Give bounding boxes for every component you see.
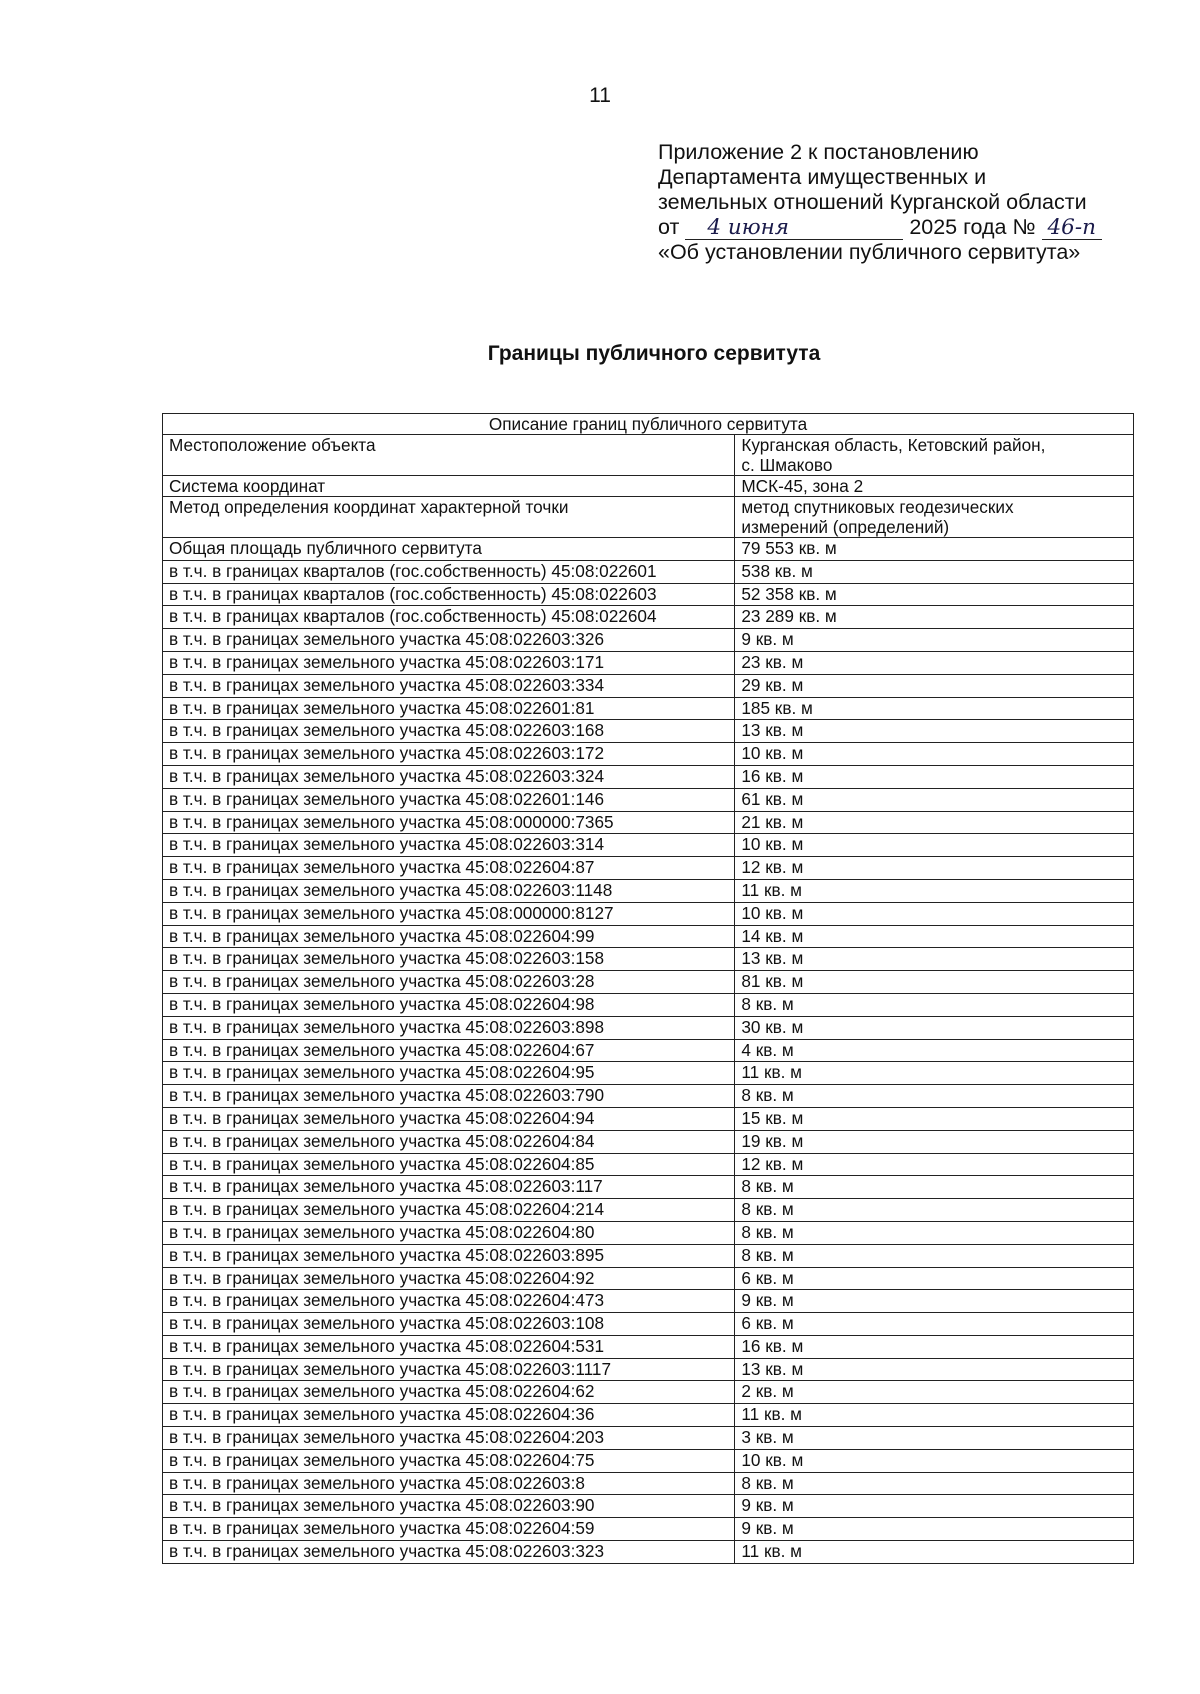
table-row: [163, 765, 1134, 788]
table-header-row: [163, 414, 1134, 435]
appendix-line-2: Департамента имущественных и: [658, 165, 987, 189]
table-row: [163, 902, 1134, 925]
table-row: [163, 697, 1134, 720]
info-value-line: измерений (определений): [741, 517, 950, 537]
row-area: 16 кв. м: [735, 765, 1134, 788]
row-label: в т.ч. в границах земельного участка 45:08:022604:214: [163, 1199, 735, 1222]
table-row: [163, 993, 1134, 1016]
table-row: [163, 1290, 1134, 1313]
table-row: [163, 583, 1134, 606]
row-label: в т.ч. в границах земельного участка 45:08:022603:895: [163, 1244, 735, 1267]
date-prefix: от: [658, 215, 680, 239]
table-row: [163, 629, 1134, 652]
table-row: [163, 1518, 1134, 1541]
row-label: в т.ч. в границах кварталов (гос.собственность) 45:08:022601: [163, 560, 735, 583]
row-label: в т.ч. в границах земельного участка 45:08:022603:334: [163, 674, 735, 697]
table-header: Описание границ публичного сервитута: [163, 414, 1134, 435]
info-value: [735, 435, 1134, 476]
info-value: МСК-45, зона 2: [735, 476, 1134, 497]
row-area: 2 кв. м: [735, 1381, 1134, 1404]
row-label: в т.ч. в границах земельного участка 45:08:022604:62: [163, 1381, 735, 1404]
info-label: Система координат: [163, 476, 735, 497]
row-area: 29 кв. м: [735, 674, 1134, 697]
row-label: в т.ч. в границах земельного участка 45:08:022603:108: [163, 1313, 735, 1336]
table-row: [163, 925, 1134, 948]
table-row: [163, 1358, 1134, 1381]
row-area: 81 кв. м: [735, 971, 1134, 994]
document-title: Границы публичного сервитута: [487, 342, 821, 365]
table-row: [163, 879, 1134, 902]
row-label: в т.ч. в границах земельного участка 45:08:000000:7365: [163, 811, 735, 834]
appendix-line-1: Приложение 2 к постановлению: [658, 140, 979, 164]
table-row: [163, 834, 1134, 857]
info-value-line: метод спутниковых геодезических: [741, 497, 1014, 517]
row-label: в т.ч. в границах земельного участка 45:08:022603:323: [163, 1541, 735, 1564]
info-row: [163, 435, 1134, 476]
row-label: в т.ч. в границах земельного участка 45:08:022604:80: [163, 1221, 735, 1244]
row-area: 15 кв. м: [735, 1107, 1134, 1130]
row-area: 13 кв. м: [735, 948, 1134, 971]
table-row: [163, 674, 1134, 697]
row-area: 52 358 кв. м: [735, 583, 1134, 606]
row-area: 12 кв. м: [735, 1153, 1134, 1176]
appendix-line-3: земельных отношений Курганской области: [658, 190, 1087, 214]
row-label: в т.ч. в границах земельного участка 45:08:022603:898: [163, 1016, 735, 1039]
total-label: Общая площадь публичного сервитута: [163, 538, 735, 561]
row-label: в т.ч. в границах земельного участка 45:08:022604:531: [163, 1335, 735, 1358]
row-area: 10 кв. м: [735, 743, 1134, 766]
row-area: 185 кв. м: [735, 697, 1134, 720]
info-value-line: Курганская область, Кетовский район,: [741, 435, 1046, 455]
row-label: в т.ч. в границах земельного участка 45:08:022604:98: [163, 993, 735, 1016]
table-row: [163, 1404, 1134, 1427]
table-row: [163, 1427, 1134, 1450]
row-area: 12 кв. м: [735, 857, 1134, 880]
row-area: 8 кв. м: [735, 1472, 1134, 1495]
row-area: 10 кв. м: [735, 902, 1134, 925]
row-area: 8 кв. м: [735, 1085, 1134, 1108]
table-row: [163, 1313, 1134, 1336]
row-area: 4 кв. м: [735, 1039, 1134, 1062]
row-label: в т.ч. в границах земельного участка 45:08:022604:95: [163, 1062, 735, 1085]
table-row: [163, 948, 1134, 971]
row-area: 11 кв. м: [735, 1062, 1134, 1085]
table-row: [163, 1244, 1134, 1267]
row-area: 8 кв. м: [735, 1244, 1134, 1267]
row-label: в т.ч. в границах земельного участка 45:08:022604:203: [163, 1427, 735, 1450]
row-label: в т.ч. в границах земельного участка 45:08:022604:59: [163, 1518, 735, 1541]
row-label: в т.ч. в границах земельного участка 45:08:022603:1148: [163, 879, 735, 902]
table-row: [163, 811, 1134, 834]
table-row: [163, 1381, 1134, 1404]
table-row: [163, 1107, 1134, 1130]
table-row: [163, 1039, 1134, 1062]
appendix-line-5: «Об установлении публичного сервитута»: [658, 240, 1081, 264]
page-number: 11: [589, 84, 611, 107]
row-area: 30 кв. м: [735, 1016, 1134, 1039]
row-area: 16 кв. м: [735, 1335, 1134, 1358]
row-label: в т.ч. в границах земельного участка 45:08:022603:28: [163, 971, 735, 994]
table-row: [163, 971, 1134, 994]
row-area: 8 кв. м: [735, 993, 1134, 1016]
appendix-date-line: [658, 215, 1102, 240]
table-row: [163, 1085, 1134, 1108]
total-value: 79 553 кв. м: [735, 538, 1134, 561]
row-label: в т.ч. в границах земельного участка 45:08:022603:172: [163, 743, 735, 766]
table-row: [163, 1153, 1134, 1176]
row-area: 3 кв. м: [735, 1427, 1134, 1450]
row-area: 8 кв. м: [735, 1176, 1134, 1199]
table-row: [163, 1267, 1134, 1290]
row-label: в т.ч. в границах земельного участка 45:08:022603:90: [163, 1495, 735, 1518]
table-row: [163, 651, 1134, 674]
row-label: в т.ч. в границах земельного участка 45:08:022604:99: [163, 925, 735, 948]
info-label: Метод определения координат характерной точки: [163, 497, 735, 538]
row-area: 10 кв. м: [735, 1449, 1134, 1472]
row-label: в т.ч. в границах земельного участка 45:08:022601:146: [163, 788, 735, 811]
total-row: [163, 538, 1134, 561]
appendix-block: [658, 140, 1102, 265]
row-label: в т.ч. в границах земельного участка 45:08:022604:87: [163, 857, 735, 880]
row-label: в т.ч. в границах земельного участка 45:08:022603:1117: [163, 1358, 735, 1381]
row-area: 61 кв. м: [735, 788, 1134, 811]
row-label: в т.ч. в границах земельного участка 45:08:022604:473: [163, 1290, 735, 1313]
table-row: [163, 1335, 1134, 1358]
table-row: [163, 1199, 1134, 1222]
row-area: 21 кв. м: [735, 811, 1134, 834]
row-label: в т.ч. в границах земельного участка 45:08:022603:324: [163, 765, 735, 788]
table-row: [163, 1472, 1134, 1495]
info-value: [735, 497, 1134, 538]
handwritten-date: 4 июня: [685, 217, 903, 240]
row-area: 10 кв. м: [735, 834, 1134, 857]
row-area: 11 кв. м: [735, 879, 1134, 902]
row-area: 9 кв. м: [735, 1290, 1134, 1313]
row-area: 8 кв. м: [735, 1221, 1134, 1244]
row-area: 19 кв. м: [735, 1130, 1134, 1153]
row-area: 14 кв. м: [735, 925, 1134, 948]
table-row: [163, 743, 1134, 766]
table-row: [163, 857, 1134, 880]
row-area: 9 кв. м: [735, 1518, 1134, 1541]
row-label: в т.ч. в границах земельного участка 45:08:022603:117: [163, 1176, 735, 1199]
table-row: [163, 1495, 1134, 1518]
info-label: Местоположение объекта: [163, 435, 735, 476]
row-label: в т.ч. в границах земельного участка 45:08:022604:85: [163, 1153, 735, 1176]
row-area: 6 кв. м: [735, 1267, 1134, 1290]
table-row: [163, 1130, 1134, 1153]
row-label: в т.ч. в границах земельного участка 45:08:022603:168: [163, 720, 735, 743]
row-label: в т.ч. в границах земельного участка 45:08:022604:36: [163, 1404, 735, 1427]
row-label: в т.ч. в границах кварталов (гос.собственность) 45:08:022603: [163, 583, 735, 606]
row-label: в т.ч. в границах земельного участка 45:08:022601:81: [163, 697, 735, 720]
table-row: [163, 1541, 1134, 1564]
table-row: [163, 1016, 1134, 1039]
row-area: 23 кв. м: [735, 651, 1134, 674]
row-label: в т.ч. в границах кварталов (гос.собственность) 45:08:022604: [163, 606, 735, 629]
row-area: 11 кв. м: [735, 1541, 1134, 1564]
table-row: [163, 1176, 1134, 1199]
row-label: в т.ч. в границах земельного участка 45:08:000000:8127: [163, 902, 735, 925]
row-area: 538 кв. м: [735, 560, 1134, 583]
table-row: [163, 1062, 1134, 1085]
row-label: в т.ч. в границах земельного участка 45:08:022603:314: [163, 834, 735, 857]
table-row: [163, 560, 1134, 583]
info-row: [163, 497, 1134, 538]
row-label: в т.ч. в границах земельного участка 45:08:022603:790: [163, 1085, 735, 1108]
info-row: [163, 476, 1134, 497]
row-label: в т.ч. в границах земельного участка 45:08:022604:75: [163, 1449, 735, 1472]
row-area: 9 кв. м: [735, 1495, 1134, 1518]
year-text: 2025 года №: [909, 215, 1036, 239]
row-label: в т.ч. в границах земельного участка 45:08:022604:84: [163, 1130, 735, 1153]
info-value-line: с. Шмаково: [741, 455, 833, 475]
row-label: в т.ч. в границах земельного участка 45:08:022603:326: [163, 629, 735, 652]
table-row: [163, 1221, 1134, 1244]
row-label: в т.ч. в границах земельного участка 45:08:022604:67: [163, 1039, 735, 1062]
table-row: [163, 606, 1134, 629]
row-area: 6 кв. м: [735, 1313, 1134, 1336]
handwritten-number: 46-п: [1042, 217, 1102, 240]
table-row: [163, 720, 1134, 743]
row-area: 13 кв. м: [735, 720, 1134, 743]
row-label: в т.ч. в границах земельного участка 45:08:022603:8: [163, 1472, 735, 1495]
servitude-table: [162, 413, 1134, 1564]
row-area: 13 кв. м: [735, 1358, 1134, 1381]
row-label: в т.ч. в границах земельного участка 45:08:022603:171: [163, 651, 735, 674]
row-area: 8 кв. м: [735, 1199, 1134, 1222]
row-label: в т.ч. в границах земельного участка 45:08:022604:94: [163, 1107, 735, 1130]
table-row: [163, 1449, 1134, 1472]
row-area: 23 289 кв. м: [735, 606, 1134, 629]
row-label: в т.ч. в границах земельного участка 45:08:022603:158: [163, 948, 735, 971]
row-label: в т.ч. в границах земельного участка 45:08:022604:92: [163, 1267, 735, 1290]
row-area: 9 кв. м: [735, 629, 1134, 652]
row-area: 11 кв. м: [735, 1404, 1134, 1427]
table-row: [163, 788, 1134, 811]
